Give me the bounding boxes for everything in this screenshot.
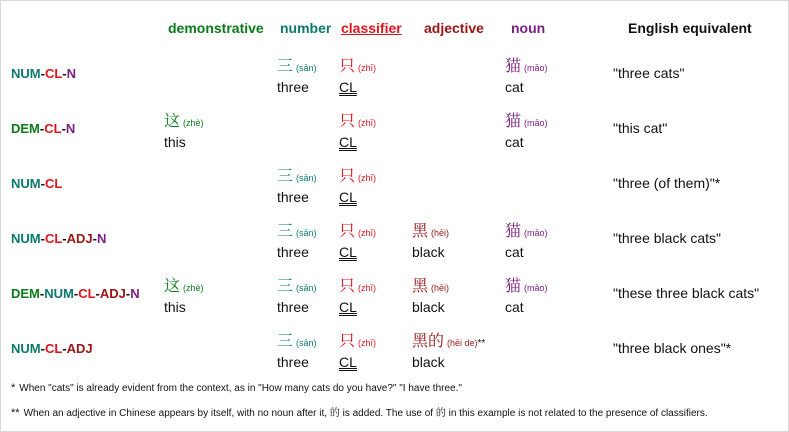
english-equivalent: "this cat" xyxy=(613,120,668,136)
cl-pinyin: (zhī) xyxy=(358,118,377,128)
dem-word xyxy=(164,273,204,296)
dem-gloss: this xyxy=(164,299,186,315)
row-label-segment: CL xyxy=(44,66,63,81)
row-label-segment: DEM xyxy=(11,286,40,301)
num-pinyin: (sān) xyxy=(296,283,317,293)
english-equivalent: "three black ones"* xyxy=(613,340,732,356)
noun-hanzi: 猫 xyxy=(505,58,522,75)
row-label-segment: - xyxy=(40,341,45,356)
num-gloss: three xyxy=(277,354,309,370)
num-gloss: three xyxy=(277,299,309,315)
num-pinyin: (sān) xyxy=(296,228,317,238)
row-label xyxy=(11,341,93,356)
row-label-segment: - xyxy=(62,341,67,356)
cl-word xyxy=(339,273,376,296)
row-label xyxy=(11,176,62,191)
noun-hanzi: 猫 xyxy=(505,223,522,240)
row-label-segment: N xyxy=(66,66,77,81)
dem-hanzi: 这 xyxy=(164,278,181,295)
num-hanzi: 三 xyxy=(277,58,294,75)
adj-hanzi: 黑 xyxy=(412,278,429,295)
row-label xyxy=(11,121,75,136)
cl-hanzi: 只 xyxy=(339,58,356,75)
noun-pinyin: (māo) xyxy=(524,228,548,238)
footnote xyxy=(11,404,708,419)
noun-word xyxy=(505,218,548,241)
row-label-segment: NUM xyxy=(11,176,41,191)
num-word xyxy=(277,53,317,76)
row-label-segment: CL xyxy=(44,176,63,191)
row-label-segment: - xyxy=(40,176,45,191)
noun-word xyxy=(505,108,548,131)
adj-gloss: black xyxy=(412,299,445,315)
adj-word xyxy=(412,328,485,351)
row-label-segment: N xyxy=(65,121,76,136)
cl-word xyxy=(339,163,376,186)
cl-word xyxy=(339,108,376,131)
row-label-segment: - xyxy=(62,66,67,81)
num-word xyxy=(277,273,317,296)
dem-pinyin: (zhè) xyxy=(183,283,204,293)
row-label-segment: NUM xyxy=(11,341,41,356)
footnote-mark: ** xyxy=(11,407,20,419)
dem-gloss: this xyxy=(164,134,186,150)
cl-pinyin: (zhī) xyxy=(358,338,377,348)
row-label-segment: N xyxy=(130,286,140,301)
noun-word xyxy=(505,53,548,76)
row-label-segment: CL xyxy=(44,121,62,136)
footnote-mark: * xyxy=(11,382,16,394)
cl-pinyin: (zhī) xyxy=(358,283,377,293)
adj-pinyin: (hēi) xyxy=(431,228,450,238)
noun-gloss: cat xyxy=(505,299,524,315)
num-pinyin: (sān) xyxy=(296,173,317,183)
row-label-segment: - xyxy=(40,66,45,81)
cl-hanzi: 只 xyxy=(339,333,356,350)
num-gloss: three xyxy=(277,189,309,205)
row-label-segment: - xyxy=(61,121,66,136)
num-word xyxy=(277,163,317,186)
row-label xyxy=(11,231,106,246)
footnote xyxy=(11,382,462,394)
row-label-segment: - xyxy=(39,286,45,301)
row-label xyxy=(11,66,76,81)
noun-pinyin: (māo) xyxy=(524,63,548,73)
cl-gloss: CL xyxy=(339,299,357,315)
cl-gloss: CL xyxy=(339,244,357,260)
cl-hanzi: 只 xyxy=(339,223,356,240)
row-label-segment: - xyxy=(95,286,100,301)
row-label-segment: NUM xyxy=(11,231,41,246)
dem-hanzi: 这 xyxy=(164,113,181,130)
adj-hanzi: 黑的 xyxy=(412,333,445,350)
num-hanzi: 三 xyxy=(277,168,294,185)
num-hanzi: 三 xyxy=(277,223,294,240)
row-label-segment: CL xyxy=(44,341,63,356)
adj-gloss: black xyxy=(412,354,445,370)
row-label-segment: - xyxy=(40,231,45,246)
num-word xyxy=(277,218,317,241)
row-label-segment: ADJ xyxy=(66,231,93,246)
noun-gloss: cat xyxy=(505,244,524,260)
header-classifier: classifier xyxy=(341,20,402,36)
row-label-segment: ADJ xyxy=(66,341,93,356)
cl-hanzi: 只 xyxy=(339,113,356,130)
row-label-segment: - xyxy=(92,231,97,246)
noun-pinyin: (māo) xyxy=(524,283,548,293)
english-equivalent: "three (of them)"* xyxy=(613,175,721,191)
noun-hanzi: 猫 xyxy=(505,278,522,295)
adj-pinyin: (hēi) xyxy=(431,283,450,293)
footnote-marker: ** xyxy=(477,338,486,349)
cl-hanzi: 只 xyxy=(339,278,356,295)
header-number: number xyxy=(280,20,332,36)
cl-pinyin: (zhī) xyxy=(358,173,377,183)
num-gloss: three xyxy=(277,244,309,260)
row-label-segment: CL xyxy=(44,231,63,246)
row-label-segment: CL xyxy=(78,286,96,301)
num-word xyxy=(277,328,317,351)
row-label-segment: DEM xyxy=(11,121,40,136)
header-english: English equivalent xyxy=(628,20,752,36)
row-label-segment: NUM xyxy=(11,66,41,81)
noun-gloss: cat xyxy=(505,79,524,95)
header-noun: noun xyxy=(511,20,546,36)
cl-gloss: CL xyxy=(339,79,357,95)
num-hanzi: 三 xyxy=(277,333,294,350)
noun-hanzi: 猫 xyxy=(505,113,522,130)
row-label-segment: - xyxy=(39,121,45,136)
row-label xyxy=(11,286,140,301)
cl-hanzi: 只 xyxy=(339,168,356,185)
footnote-text: When an adjective in Chinese appears by itself, with no noun after it, 的 is added. The use of 的 in this example is not related to the presence of classifiers. xyxy=(23,408,708,419)
num-pinyin: (sān) xyxy=(296,63,317,73)
adj-gloss: black xyxy=(412,244,445,260)
cl-word xyxy=(339,328,376,351)
english-equivalent: "these three black cats" xyxy=(613,285,760,301)
dem-word xyxy=(164,108,204,131)
cl-gloss: CL xyxy=(339,134,357,150)
english-equivalent: "three cats" xyxy=(613,65,685,81)
row-label-segment: ADJ xyxy=(99,286,126,301)
row-label-segment: NUM xyxy=(44,286,74,301)
cl-gloss: CL xyxy=(339,354,357,370)
english-equivalent: "three black cats" xyxy=(613,230,721,246)
noun-gloss: cat xyxy=(505,134,524,150)
adj-hanzi: 黑 xyxy=(412,223,429,240)
adj-word xyxy=(412,218,449,241)
row-label-segment: - xyxy=(62,231,67,246)
cl-pinyin: (zhī) xyxy=(358,63,377,73)
noun-word xyxy=(505,273,548,296)
cl-pinyin: (zhī) xyxy=(358,228,377,238)
cl-word xyxy=(339,218,376,241)
noun-pinyin: (māo) xyxy=(524,118,548,128)
adj-word xyxy=(412,273,449,296)
row-label-segment: - xyxy=(125,286,131,301)
dem-pinyin: (zhè) xyxy=(183,118,204,128)
row-label-segment: - xyxy=(73,286,79,301)
adj-pinyin: (hēi de) xyxy=(447,338,478,348)
num-pinyin: (sān) xyxy=(296,338,317,348)
cl-gloss: CL xyxy=(339,189,357,205)
cl-word xyxy=(339,53,376,76)
header-demonstrative: demonstrative xyxy=(168,20,264,36)
num-gloss: three xyxy=(277,79,309,95)
footnote-text: When "cats" is already evident from the context, as in "How many cats do you have?" "I have three." xyxy=(19,383,462,394)
header-adjective: adjective xyxy=(424,20,484,36)
num-hanzi: 三 xyxy=(277,278,294,295)
row-label-segment: N xyxy=(97,231,107,246)
